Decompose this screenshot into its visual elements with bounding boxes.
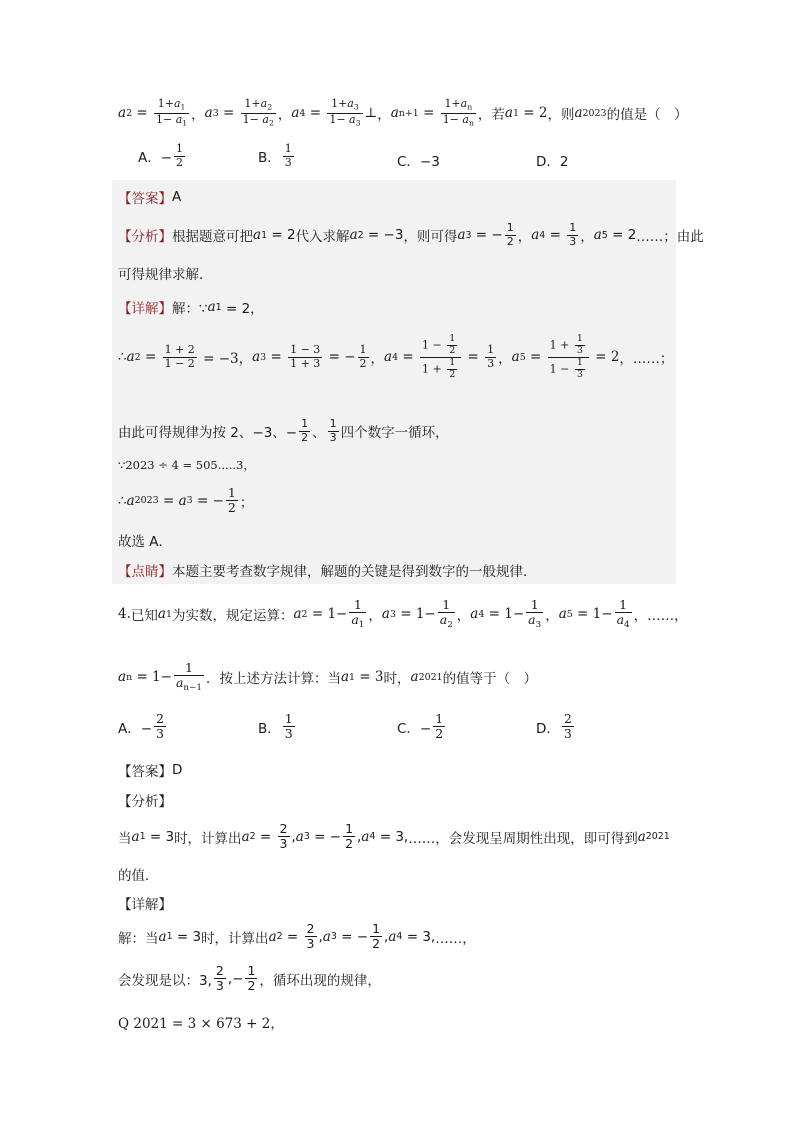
q3-division: ∵2023 ÷ 4 = 505.....3， (118, 458, 255, 472)
q3-option-d: D．2 (536, 154, 569, 170)
q3-result: ∴ a 2023 = a 3 = − $\frac{1}{2}$ ； (118, 485, 254, 516)
q4-analysis: 当 a 1 = 3 时，计算出 a 2 = $\frac{2}{3}$ , a 3 = − $\frac{1}{2}$ , a 4 = 3, ……，会发现呈周期性出现，即可得到 a 2021 (118, 821, 670, 852)
q4-detail: 解：当 a 1 = 3 时，计算出 a 2 = $\frac{2}{3}$ , a 3 = − $\frac{1}{2}$ , a 4 = 3, ……， (118, 921, 476, 952)
q4-option-d: D． $\frac{2}{3}$ (536, 711, 572, 742)
q4-option-a: A．− $\frac{2}{3}$ (118, 711, 164, 742)
q3-analysis: 【分析】 根据题意可把 a 1 = 2 代入求解 a 2 = −3 ，则可得 a 3 = − $\frac{1}{2}$ ， a 4 = $\frac{1}{3}$ ， a 5 = 2 ……；由此 (118, 221, 704, 248)
q4-analysis-tag: 【分析】 (118, 794, 172, 810)
q3-detail: 【详解】 解：∵ a 1 = 2， (118, 299, 264, 317)
q4-detail-cycle: 会发现是以：3, $\frac{2}{3}$ ,− $\frac{1}{2}$ ，循环出现的规律， (118, 963, 381, 994)
q3-detail-calc: ∴ a 2 = $\frac{1 + 2}{1 - 2}$ = −3， a 3 = $\frac{1 - 3}{1 + 3}$ = − $\frac{1}{2}$ ， a 4 = 1 − $\frac{1}{2}$ 1 + $\frac{1}{2}$ = $\frac{1}{3}$ ， a 5 = 1 + $\frac{1}{3}$ 1 − $\frac{1}{3}$ = 2 ，……； (118, 333, 674, 380)
q4-stem-line2: a n = 1− $\frac{1}{a_{n-1}}$ ．按上述方法计算：当 a 1 = 3 时， a 2021 的值等于（ ） (118, 660, 538, 694)
q3-option-b: B． $\frac{1}{3}$ (258, 142, 292, 169)
q4-option-c: C．− $\frac{1}{2}$ (397, 711, 444, 742)
q4-option-b: B． $\frac{1}{3}$ (258, 711, 293, 742)
q4-detail-last: Q 2021 = 3 × 673 + 2， (118, 1016, 284, 1032)
q3-analysis-cont: 可得规律求解． (118, 267, 213, 283)
q4-stem: 4. 已知 a 1 为实数，规定运算： a 2 = 1− $\frac{1}{a_1}$ ， a 3 = 1− $\frac{1}{a_2}$ ， a 4 = 1− $\frac{1}{a_3}$ ， a 5 = 1− $\frac{1}{a_4}$ ，……， (118, 597, 688, 631)
q3-comment: 【点睛】 本题主要考查数字规律，解题的关键是得到数字的一般规律． (118, 564, 537, 580)
q3-option-a: A．− $\frac{1}{2}$ (138, 142, 184, 169)
q4-analysis-cont: 的值． (118, 868, 159, 884)
q3-pattern: 由此可得规律为按 2、−3、− $\frac{1}{2}$ 、 $\frac{1}{3}$ 四个数字一循环， (118, 417, 449, 444)
q3-choose: 故选 A． (118, 534, 173, 550)
q4-answer: 【答案】 D (118, 762, 183, 780)
q4-detail-tag: 【详解】 (118, 897, 172, 913)
q3-answer: 【答案】 A (118, 189, 182, 207)
q3-stem: a 2 = $\frac{1+a_1}{1- a_1}$ ， a 3 = $\frac{1+a_2}{1- a_2}$ ， a 4 = $\frac{1+a_3}{1- a_3}$ ⊥ ， a n+1 = $\frac{1+a_n}{1- a_n}$ ，若 a 1 = 2 ，则 a 2023 的值是（ ） (118, 97, 688, 128)
q3-option-c: C．−3 (397, 154, 440, 170)
